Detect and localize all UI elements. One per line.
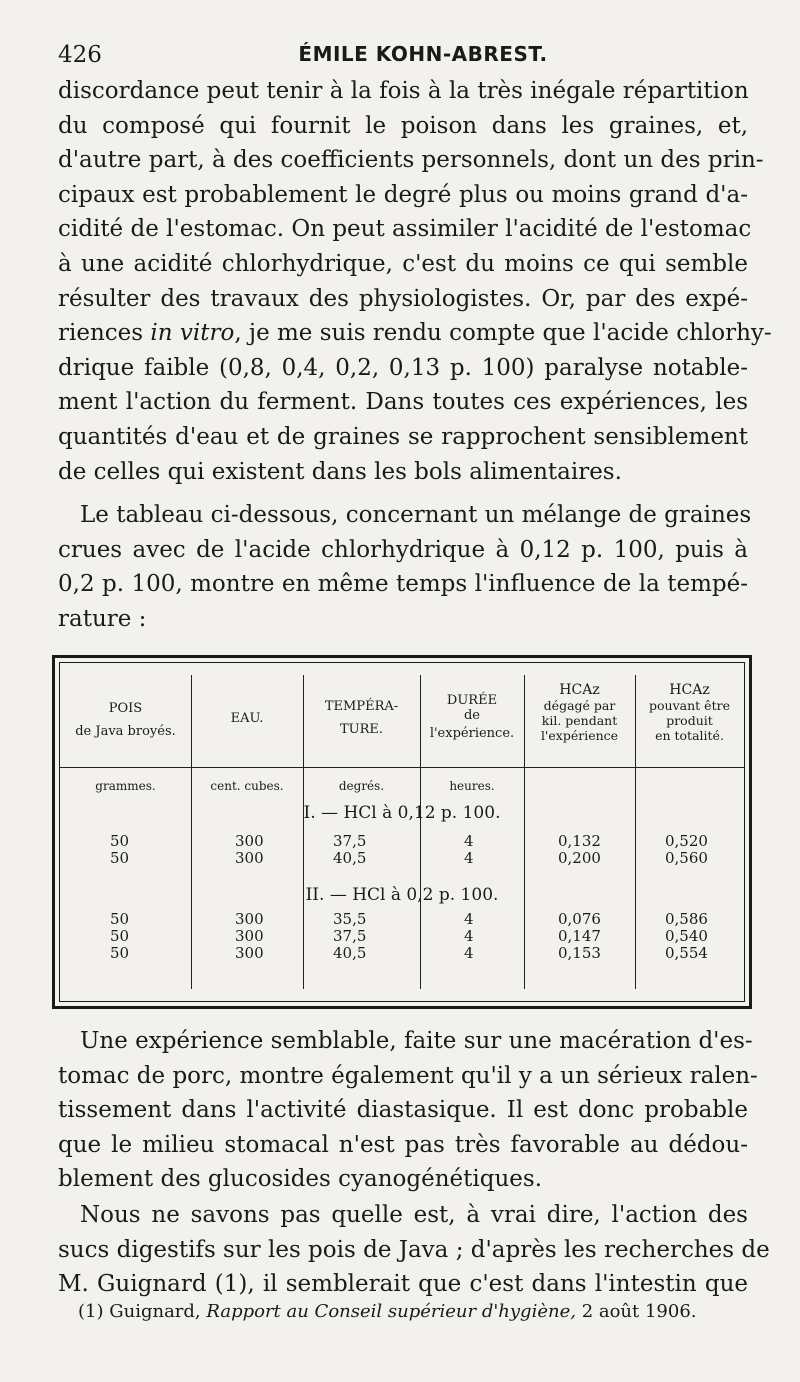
italic-phrase: in vitro (150, 320, 235, 347)
text-line: Nous ne savons pas quelle est, à vrai dire, l'action des (80, 1202, 748, 1228)
text-line: d'autre part, à des coefficients personnels, dont un des prin- (58, 147, 764, 174)
header-text: DURÉE (446, 693, 498, 708)
text-line: de celles qui existent dans les bols alimentaires. (58, 458, 622, 485)
table-cell: 37,5 (333, 832, 367, 850)
header-text: dégagé par (543, 698, 616, 713)
table-cell: 300 (235, 849, 264, 867)
text-line: tomac de porc, montre également qu'il y a un sérieux ralen- (58, 1062, 758, 1089)
paragraph-2 (58, 498, 752, 636)
text-line: que le milieu stomacal n'est pas très favorable au dédou- (58, 1131, 748, 1158)
footnote-title: Rapport au Conseil supérieur d'hygiène, (206, 1301, 576, 1322)
table-cell: 37,5 (333, 927, 367, 945)
table-cell: 35,5 (333, 910, 367, 928)
text-line: ment l'action du ferment. Dans toutes ces expériences, les (58, 389, 748, 416)
footnote (78, 1301, 697, 1322)
table-cell: 0,147 (558, 927, 601, 945)
table-cell: 300 (235, 910, 264, 928)
header-text: EAU. (230, 711, 264, 726)
header-text: l'expérience (540, 728, 619, 743)
text-line: quantités d'eau et de graines se rapprochent sensiblement (58, 423, 748, 450)
header-pois (60, 701, 191, 739)
footnote-date: 2 août 1906. (575, 1301, 697, 1322)
header-text: l'expérience. (429, 726, 515, 741)
text-line: tissement dans l'activité diastasique. Il est donc probable (58, 1097, 748, 1124)
header-text: HCAz (559, 682, 600, 698)
header-text: POIS (108, 701, 143, 716)
header-text: de (463, 708, 480, 723)
table-cell: 0,132 (558, 832, 601, 850)
table-cell: 50 (110, 927, 130, 945)
text-line: drique faible (0,8, 0,4, 0,2, 0,13 p. 100) paralyse notable- (58, 354, 748, 381)
table-cell: 50 (110, 910, 130, 928)
header-temperature (303, 699, 420, 737)
page-number: 426 (58, 42, 102, 68)
section-title: I. — HCl à 0,12 p. 100. (303, 803, 501, 823)
page-header (58, 40, 748, 76)
table-cell: 0,076 (558, 910, 601, 928)
table-cell: 4 (464, 944, 474, 962)
text-line: Le tableau ci-dessous, concernant un mélange de graines (80, 502, 752, 528)
table-cell: 4 (464, 832, 474, 850)
text-line: cipaux est probablement le degré plus ou moins grand d'a- (58, 181, 748, 208)
header-eau (191, 711, 303, 726)
table-cell: 50 (110, 849, 130, 867)
table-cell: 40,5 (333, 944, 367, 962)
table-inner-border (59, 662, 745, 1002)
header-hcaz-degage (524, 683, 635, 743)
table-cell: 4 (464, 849, 474, 867)
text-line (58, 316, 772, 351)
header-text: HCAz (669, 682, 710, 698)
header-text: pouvant être (649, 698, 730, 713)
text-line: résulter des travaux des physiologistes. Or, par des expé- (58, 285, 748, 312)
table-cell: 50 (110, 832, 130, 850)
table-cell: 4 (464, 910, 474, 928)
header-text: de Java broyés. (75, 724, 176, 739)
text-line: sucs digestifs sur les pois de Java ; d'après les recherches de (58, 1236, 770, 1263)
table-cell: 0,540 (665, 927, 708, 945)
text-line: cidité de l'estomac. On peut assimiler l'acidité de l'estomac (58, 216, 752, 243)
text-fragment: riences (58, 320, 144, 347)
header-text: en totalité. (655, 728, 724, 743)
unit-label: degrés. (338, 779, 385, 793)
text-fragment: , je me suis rendu compte que l'acide chlorhy- (234, 320, 772, 347)
header-text: TURE. (339, 722, 384, 737)
header-text: kil. pendant (541, 713, 618, 728)
table-cell: 50 (110, 944, 130, 962)
footnote-prefix: (1) Guignard, (78, 1301, 207, 1322)
header-rule (60, 767, 744, 768)
paragraph-4 (58, 1198, 770, 1302)
table-cell: 0,200 (558, 849, 601, 867)
unit-label: heures. (449, 779, 495, 793)
unit-label: grammes. (95, 779, 156, 793)
text-line: blement des glucosides cyanogénétiques. (58, 1166, 543, 1193)
data-table (52, 655, 752, 1009)
header-duree (420, 693, 524, 741)
unit-label: cent. cubes. (210, 779, 284, 793)
paragraph-3 (58, 1024, 758, 1197)
header-text: produit (666, 713, 713, 728)
text-line: crues avec de l'acide chlorhydrique à 0,12 p. 100, puis à (58, 536, 748, 563)
header-hcaz-total (635, 683, 744, 743)
text-line: du composé qui fournit le poison dans les graines, et, (58, 112, 748, 139)
text-line: 0,2 p. 100, montre en même temps l'influence de la tempé- (58, 571, 748, 598)
table-cell: 300 (235, 927, 264, 945)
text-line: discordance peut tenir à la fois à la très inégale répartition (58, 78, 749, 104)
running-head: ÉMILE KOHN-ABREST. (298, 42, 548, 66)
table-cell: 0,520 (665, 832, 708, 850)
table-cell: 4 (464, 927, 474, 945)
header-text: TEMPÉRA- (324, 699, 399, 714)
table-cell: 0,560 (665, 849, 708, 867)
table-cell: 40,5 (333, 849, 367, 867)
table-cell: 300 (235, 944, 264, 962)
text-line: Une expérience semblable, faite sur une macération d'es- (80, 1028, 753, 1054)
text-line: rature : (58, 605, 147, 632)
section-title: II. — HCl à 0,2 p. 100. (305, 885, 499, 905)
table-cell: 0,153 (558, 944, 601, 962)
text-line: M. Guignard (1), il semblerait que c'est dans l'intestin que (58, 1271, 748, 1298)
text-line: à une acidité chlorhydrique, c'est du moins ce qui semble (58, 250, 748, 277)
table-cell: 0,554 (665, 944, 708, 962)
table-cell: 0,586 (665, 910, 708, 928)
paragraph-1 (58, 74, 772, 489)
table-cell: 300 (235, 832, 264, 850)
